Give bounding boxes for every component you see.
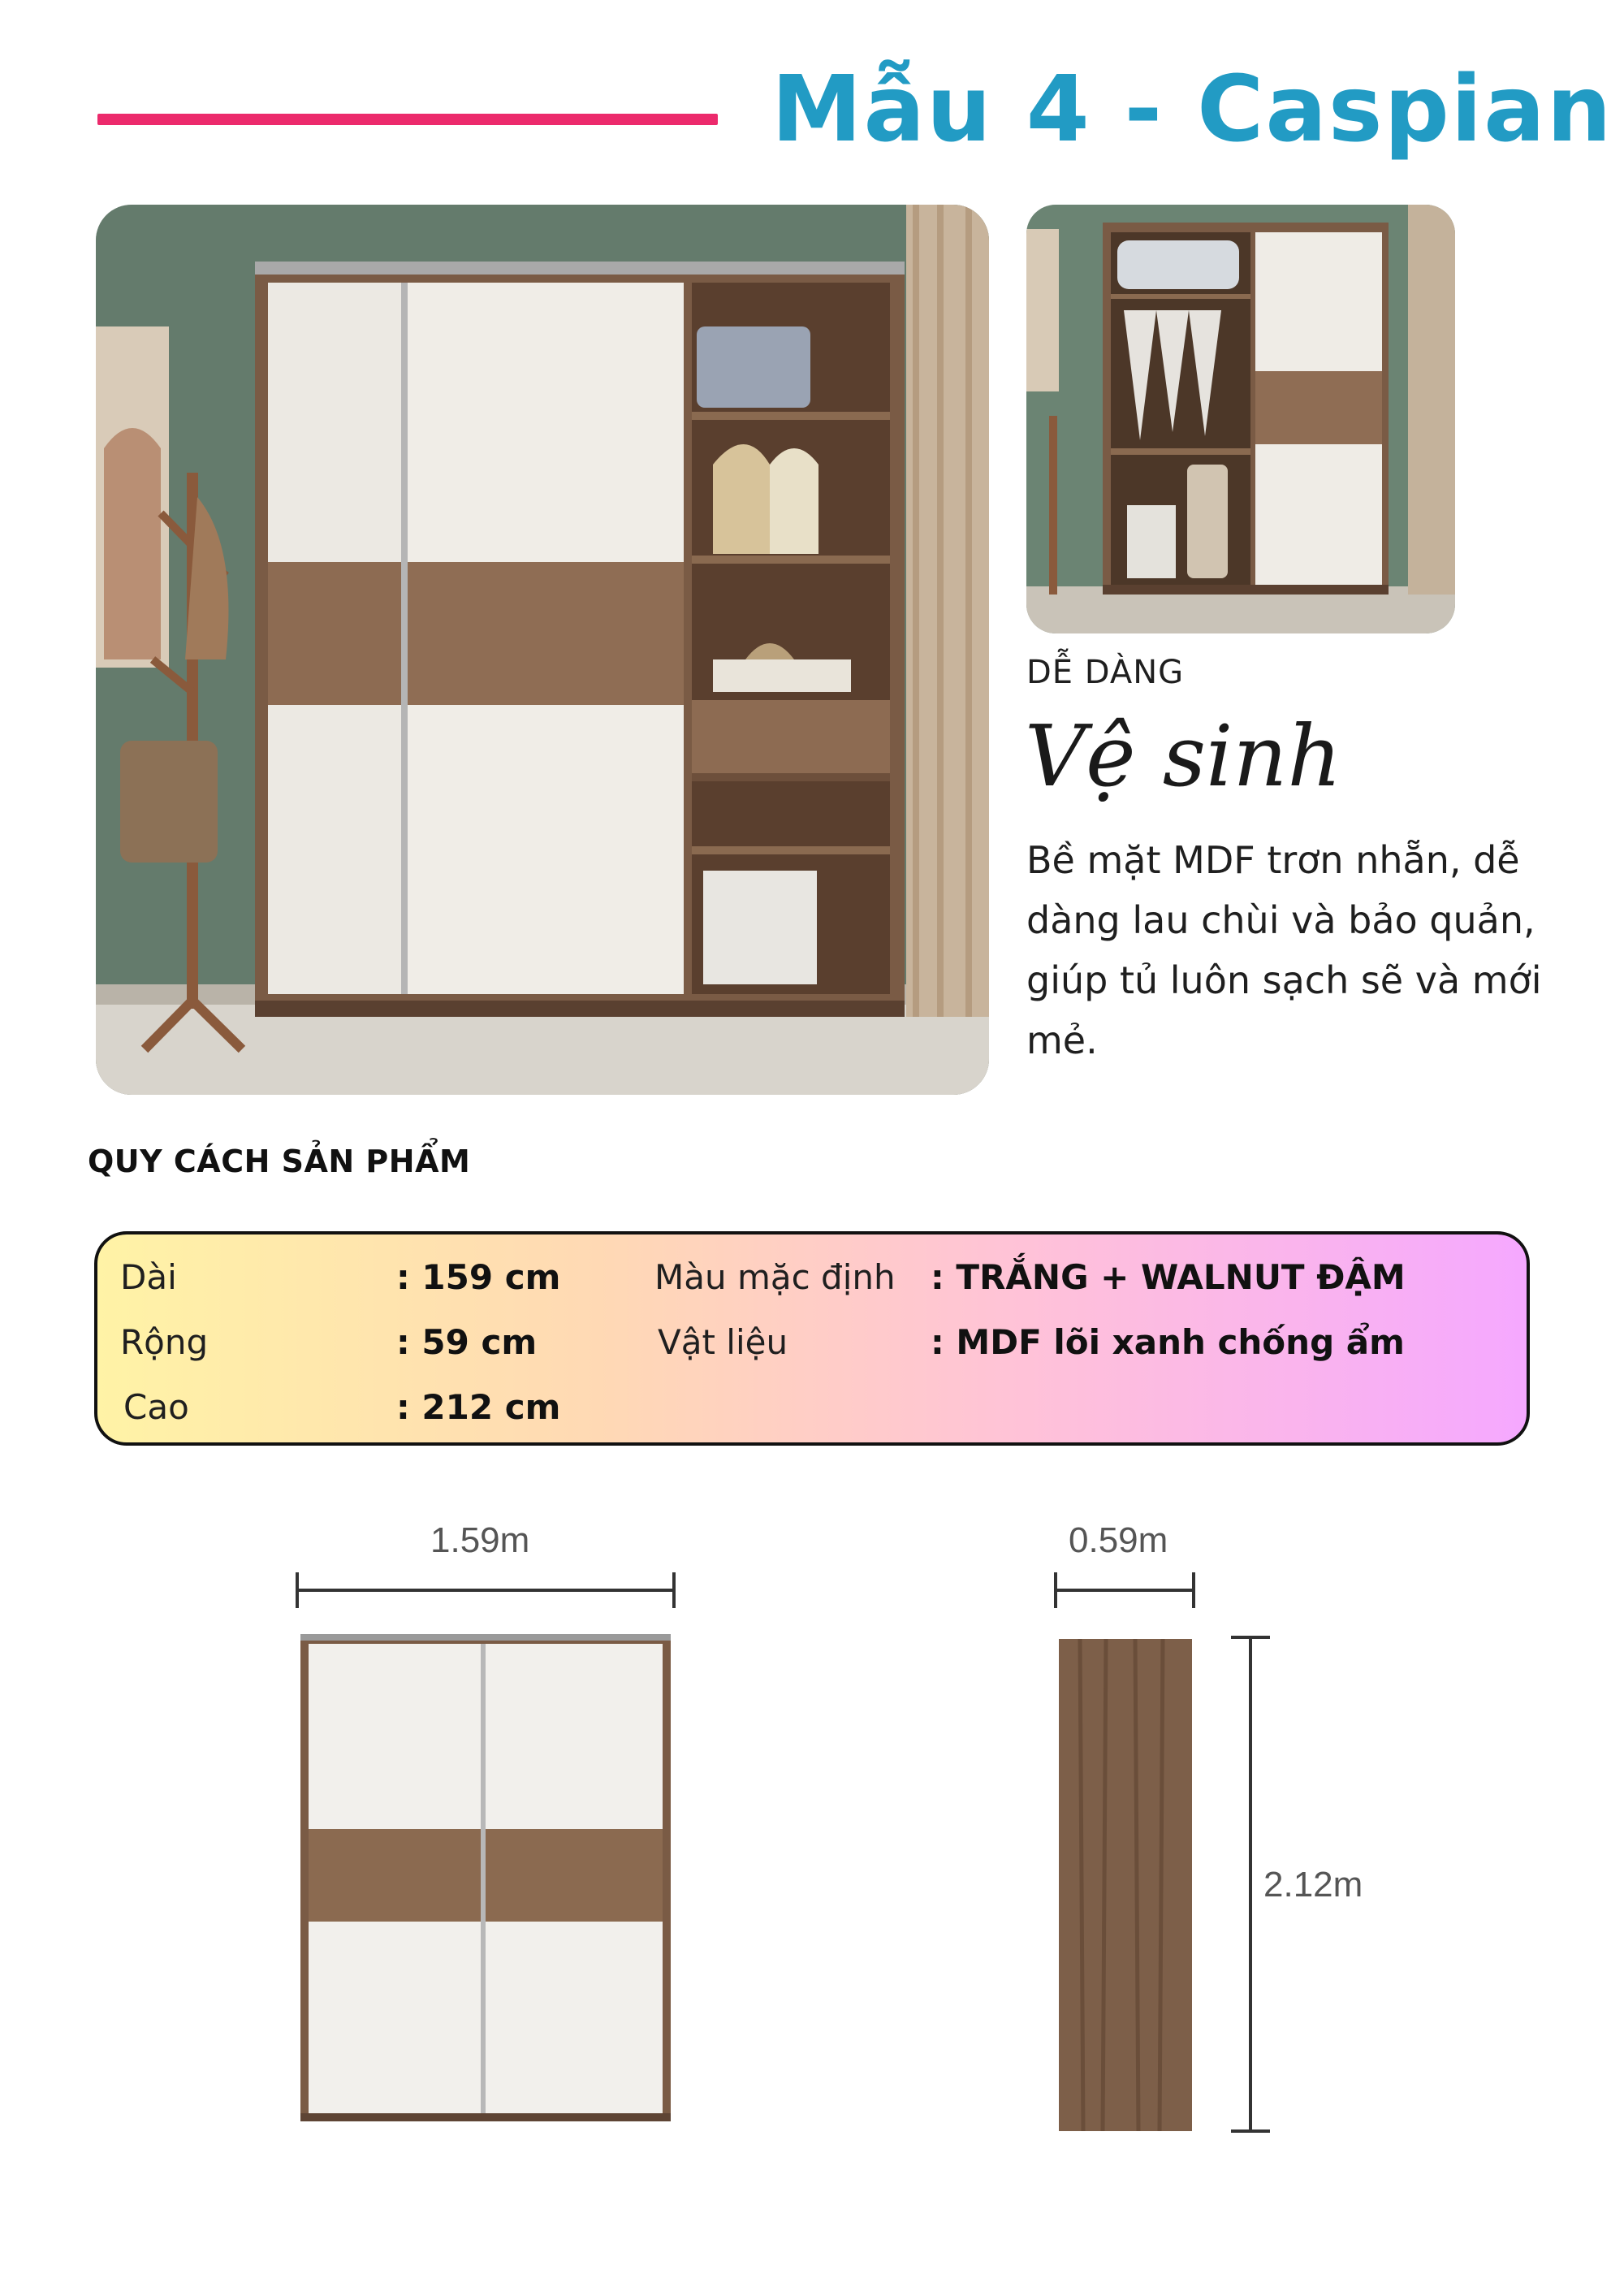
spec-label-width: Rộng bbox=[120, 1322, 209, 1362]
spec-value-width: : 59 cm bbox=[396, 1322, 538, 1362]
spec-value-color: : TRẮNG + WALNUT ĐẬM bbox=[931, 1257, 1406, 1297]
spec-label-length: Dài bbox=[120, 1257, 177, 1297]
spec-value-material: : MDF lõi xanh chống ẩm bbox=[931, 1322, 1405, 1362]
wardrobe-side-view bbox=[1059, 1639, 1192, 2131]
spec-value-length: : 159 cm bbox=[396, 1257, 561, 1297]
feature-kicker: DỄ DÀNG bbox=[1026, 654, 1185, 691]
side-depth-dimension-line bbox=[1056, 1572, 1194, 1608]
feature-description: Bề mặt MDF trơn nhẵn, dễ dàng lau chùi và bảo quản, giúp tủ luôn sạch sẽ và mới mẻ. bbox=[1026, 838, 1542, 1062]
feature-title: Vệ sinh bbox=[1025, 707, 1342, 806]
spec-heading: QUY CÁCH SẢN PHẨM bbox=[88, 1144, 471, 1179]
side-height-dimension-line bbox=[1231, 1637, 1270, 2131]
side-depth-label: 0.59m bbox=[1069, 1520, 1168, 1560]
spec-value-height: : 212 cm bbox=[396, 1387, 561, 1427]
side-height-label: 2.12m bbox=[1263, 1865, 1363, 1905]
front-width-label: 1.59m bbox=[430, 1520, 530, 1560]
page-title: Mẫu 4 - Caspian bbox=[771, 57, 1613, 162]
wardrobe-front-view bbox=[300, 1634, 671, 2121]
front-width-dimension-line bbox=[297, 1572, 674, 1608]
spec-label-color: Màu mặc định bbox=[654, 1257, 896, 1297]
spec-label-height: Cao bbox=[123, 1387, 189, 1427]
spec-label-material: Vật liệu bbox=[658, 1322, 788, 1362]
